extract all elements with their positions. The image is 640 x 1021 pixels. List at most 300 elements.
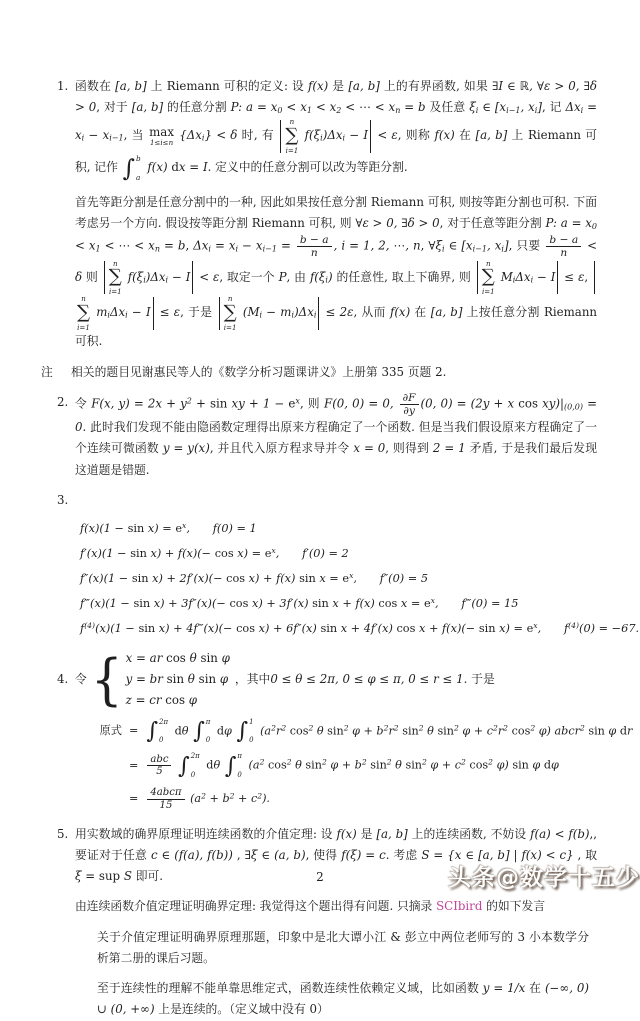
math-run: 2 (257, 791, 263, 801)
text-run: 则 (82, 269, 102, 284)
roman-text (327, 724, 344, 737)
math-run: i (442, 244, 445, 254)
math-run: S (120, 869, 132, 884)
roman-text (424, 597, 431, 610)
equals-sign (129, 723, 138, 740)
math-run: (0) = −67. (579, 622, 640, 636)
text-run: sin (130, 547, 147, 561)
math-run: φ + b (348, 724, 384, 737)
integral-symbol: ∫ (178, 752, 190, 779)
text-run: sin (305, 758, 322, 772)
math-run: x (533, 621, 538, 631)
text-run: 时, 有 (237, 128, 279, 143)
text-run: 的如下发言 (482, 899, 546, 914)
text-run: 在 (454, 128, 476, 143)
math-run: ∂y (403, 403, 415, 417)
fraction (147, 787, 184, 811)
note-block (41, 362, 597, 383)
integral-limits (158, 718, 168, 745)
math-run: f(ξ (300, 128, 321, 143)
math-run: θ (213, 758, 224, 772)
text-run: 关于介值定理证明确界原理那题，印象中是北大谭小江 & 彭立中两位老师写的 3 小本数学分析第二册的课后习题。 (97, 929, 589, 965)
item-body (75, 76, 597, 183)
align-rhs (145, 718, 632, 745)
equation-list (80, 520, 640, 638)
text-run: 令 (75, 672, 87, 687)
math-run: n (227, 294, 233, 304)
math-run: (M (238, 305, 260, 320)
text-run: sin (131, 572, 149, 586)
item-block (57, 76, 597, 183)
math-run: 2 (393, 723, 399, 733)
integral-symbol: ∫ (122, 153, 135, 182)
text-run: e (342, 572, 350, 586)
math-run: , (186, 522, 190, 536)
text-run: , 则 (299, 396, 325, 411)
text-run: , 从而 (353, 305, 390, 320)
math-run: = b (400, 100, 426, 115)
abs-bar (557, 261, 558, 294)
math-run: f(x) (143, 160, 172, 175)
roman-text (236, 622, 255, 635)
math-run: − I (345, 128, 369, 143)
math-run: i−1 (506, 105, 521, 115)
math-run: n (113, 258, 118, 268)
integral-lower-limit (159, 737, 168, 744)
math-run: φ (217, 651, 230, 666)
text-run: 令 (75, 396, 92, 411)
roman-text (139, 622, 156, 635)
item-number (57, 392, 75, 413)
subscript (473, 245, 487, 254)
text-run: e (264, 547, 272, 561)
text-run: sin (478, 622, 496, 636)
math-run: 1 (249, 717, 254, 726)
math-run: a (135, 173, 141, 183)
equation-line (80, 595, 597, 613)
math-run: (4) (84, 621, 96, 631)
math-run: i (291, 311, 295, 321)
text-run: 5. (57, 826, 69, 841)
summation (109, 260, 122, 296)
text-run: 原式 (99, 723, 122, 737)
math-run: ∂F (402, 390, 416, 404)
math-run: F(0, 0) = 0, (324, 396, 398, 411)
abs-bar (477, 261, 478, 294)
math-run: 1 (306, 105, 312, 115)
cases-block (57, 648, 597, 712)
sum-symbol: ∑ (285, 125, 299, 147)
item-number (57, 490, 75, 511)
math-run: < δ (75, 238, 598, 284)
math-run: 15 (159, 800, 173, 812)
math-run: 2π (159, 717, 169, 726)
text-run: , 使得 (305, 847, 342, 862)
math-run: r (275, 724, 282, 737)
math-run: x = ar (125, 651, 167, 666)
math-run: f(ξ) = c (341, 847, 386, 862)
math-run: [a, b] (475, 128, 508, 143)
text-run: , 对于任意等距分割 (439, 215, 546, 230)
text-run: 矛盾, 于是我们最后发现这道题是错题. (75, 441, 597, 477)
integral-symbol: ∫ (146, 717, 159, 744)
text-run: , 取 (573, 847, 598, 862)
subscript (564, 402, 583, 411)
text-run: e (175, 522, 183, 536)
math-run: P (278, 269, 287, 284)
text-run: 的任意性, 取上下确界, 则 (332, 269, 475, 284)
item-block (57, 490, 597, 511)
text-run: sin (198, 672, 217, 687)
math-run: < ε (195, 269, 220, 284)
roman-text (479, 622, 496, 635)
align-rhs (145, 787, 270, 811)
math-run: x (295, 396, 300, 406)
math-run: i (325, 275, 328, 285)
math-run: x) + 2f′(x)(− (148, 572, 227, 586)
roman-text (370, 759, 387, 772)
fraction (297, 234, 332, 259)
integral-upper-limit (237, 753, 242, 760)
math-run: x) + 3f′(x) (248, 597, 313, 611)
fraction (546, 234, 581, 259)
roman-text (175, 724, 182, 737)
text-run: 在 (525, 981, 545, 996)
math-run: = 0 (75, 396, 598, 435)
cases-line (126, 650, 230, 668)
math-run: 2 (186, 396, 192, 406)
text-run: , 则称 (397, 128, 435, 143)
math-run: {Δx (174, 128, 202, 143)
quote-paragraph (97, 927, 589, 969)
fraction-denominator (147, 766, 171, 778)
fraction-denominator (297, 247, 332, 259)
subscript (263, 245, 277, 254)
math-run: f‴(x)(1 − (80, 597, 134, 611)
sum-lower-limit (224, 324, 237, 332)
align-row (88, 717, 633, 745)
math-run: 2 (201, 791, 206, 801)
math-run: b − a (299, 233, 329, 247)
text-run: cos (226, 572, 246, 586)
text-run: , 于是 (180, 305, 217, 320)
roman-text (588, 724, 605, 737)
equation-line (80, 545, 597, 563)
math-run: x) = (144, 522, 176, 536)
math-run: 0 ≤ θ ≤ 2π, 0 ≤ φ ≤ π, 0 ≤ r ≤ 1 (270, 672, 464, 687)
fraction-denominator (147, 800, 184, 812)
math-run: , (434, 597, 439, 611)
text-run: cos (229, 597, 249, 611)
sum-symbol: ∑ (223, 302, 237, 324)
text-run: d (216, 724, 225, 737)
math-run: )Δx (294, 305, 314, 320)
math-run: i (530, 275, 534, 285)
roman-text (268, 759, 287, 772)
text-run: , (232, 847, 245, 862)
math-run: 0 (205, 735, 211, 744)
text-run: 是 (328, 79, 349, 93)
math-run: Δx (193, 238, 209, 253)
limit-operator (149, 126, 174, 146)
summation (482, 260, 495, 296)
math-run: i (143, 275, 146, 285)
text-run: cos (214, 547, 234, 561)
text-run: ,, 要证对于任意 (75, 826, 597, 862)
text-run: cos (469, 758, 489, 772)
roman-text (620, 724, 627, 737)
math-run: ] (537, 100, 542, 115)
math-run: θ (291, 758, 306, 772)
math-run: φ) (493, 758, 513, 772)
math-run: [a, b] (376, 826, 408, 841)
math-run: = x (75, 100, 597, 143)
align-row (88, 752, 597, 779)
text-run: 至于连续性的理解不能单靠思维定式，函数连续性依赖定义域，比如函数 (97, 981, 483, 996)
roman-text (518, 396, 538, 410)
math-run: (a (256, 724, 272, 737)
math-run: f(x) (389, 305, 411, 320)
math-run: f‴(0) = 15 (457, 597, 519, 611)
equation-line (80, 570, 597, 588)
math-run: ) (327, 269, 333, 284)
math-run: i=1 (481, 286, 495, 296)
math-run: (−∞, 0) ∪ (0, +∞) (97, 981, 590, 1017)
math-run: 2 = 1 (432, 441, 466, 456)
roman-text (217, 724, 224, 737)
math-run: 2 (453, 723, 459, 733)
math-run: x + f(x) (328, 597, 379, 611)
note-label (41, 362, 71, 383)
math-run: (0,0) (564, 402, 584, 412)
math-run: n (486, 258, 491, 268)
align-lhs (88, 723, 122, 740)
text-run: max (149, 125, 174, 140)
math-run: f(0) = 1 (209, 522, 257, 536)
sum-symbol: ∑ (481, 266, 495, 288)
integral-lower-limit (191, 772, 200, 779)
math-run: S = {x ∈ [a, b] | f(x) < c} (421, 847, 574, 862)
roman-text (215, 547, 234, 560)
math-run: f′(0) = 2 (298, 547, 349, 561)
operator-limit (150, 139, 173, 146)
sum-symbol: ∑ (108, 266, 122, 288)
math-run: Δx (565, 100, 581, 115)
cases-lines (126, 650, 230, 709)
abs-bar (153, 297, 154, 330)
math-run: θ (185, 651, 201, 666)
math-run: , (537, 622, 542, 636)
roman-text (290, 724, 309, 737)
math-run: 2 (418, 723, 424, 733)
abs-bar (192, 261, 193, 294)
note-body (71, 362, 597, 383)
math-run: x) + f(x)(− (146, 547, 215, 561)
math-run: i (235, 244, 239, 254)
text-run: d (171, 160, 179, 175)
roman-text (167, 672, 184, 686)
math-run: 2 (579, 723, 585, 733)
integral-upper-limit (191, 753, 200, 760)
sum-lower-limit (482, 288, 495, 296)
math-run: r (388, 724, 394, 737)
integral-lower-limit (136, 174, 141, 181)
math-run: 0 (190, 770, 196, 779)
text-run: 3. (57, 492, 69, 507)
text-run: 及任意 (425, 100, 470, 115)
math-run: b (135, 154, 141, 164)
roman-text (229, 597, 248, 610)
roman-text (299, 572, 316, 585)
math-run: < x (311, 100, 337, 115)
fraction-numerator (147, 787, 184, 800)
text-run: , 取定一个 (219, 269, 279, 284)
text-run: 在 (410, 305, 431, 320)
math-run: , x (520, 100, 535, 115)
equation-line (80, 620, 640, 638)
text-run: cos (396, 622, 416, 636)
math-run: f(ξ (123, 269, 144, 284)
math-run: , (275, 547, 280, 561)
math-run: i (320, 134, 323, 144)
text-run: sin (327, 724, 344, 737)
math-run: [a, b] (348, 79, 380, 93)
math-run: i (580, 105, 584, 115)
math-run: − I (533, 269, 556, 284)
subscript (109, 134, 123, 143)
math-run: ∃I ∈ ℝ, ∀ε > 0, ∃δ > 0 (75, 79, 597, 115)
abs-bar (104, 261, 105, 294)
text-run: , (584, 269, 593, 284)
integral (123, 154, 141, 182)
math-run: 0 (277, 105, 283, 115)
text-run: 上的有界函数, 如果 (379, 79, 492, 93)
math-run: i (501, 244, 504, 254)
math-run: φ (550, 758, 559, 772)
math-run: = (276, 238, 295, 253)
cases-line (126, 671, 230, 689)
math-run: 2 (422, 758, 427, 768)
text-run: 上是连续的。（定义域中没有 0） (154, 1002, 329, 1017)
math-run: n (81, 294, 86, 304)
math-run: φ + c (458, 724, 493, 737)
math-run: i (208, 244, 211, 254)
text-run: 由连续函数介值定理证明确界定理: 我觉得这个题出得有问题. 只摘录 (75, 899, 437, 914)
text-run: . 考虑 (385, 847, 422, 862)
cases-post (235, 669, 495, 690)
roman-text (226, 572, 245, 585)
text-run: 函数在 (75, 79, 116, 93)
math-run: i (165, 275, 169, 285)
text-run: e (423, 597, 431, 611)
math-run: r (627, 724, 633, 737)
text-run: sin (299, 572, 316, 586)
math-run: 0 (591, 221, 598, 231)
superscript (394, 723, 399, 732)
abs-bar (594, 261, 595, 294)
math-run: i (313, 311, 317, 321)
math-run: m (92, 305, 108, 320)
math-run: i (125, 311, 128, 321)
math-run: (a (186, 792, 202, 806)
math-run: [a, b] (131, 100, 164, 115)
math-run: 2 (229, 791, 235, 801)
roman-text (171, 161, 179, 175)
item-number (57, 669, 75, 690)
math-run: 5 (156, 766, 163, 778)
math-run: xy)| (538, 396, 565, 411)
math-run: y = br (125, 672, 167, 687)
text-run: sin (402, 724, 419, 737)
math-run: Δx (515, 269, 531, 284)
roman-text (165, 693, 185, 707)
math-run: x (271, 546, 276, 556)
text-run: d (174, 724, 182, 737)
math-run: Δx (109, 305, 126, 320)
math-run: ∀ξ (428, 238, 443, 253)
text-run: sup (98, 869, 121, 884)
text-run: , (420, 238, 429, 253)
text-run: SCIbird (436, 899, 483, 914)
text-run: , 由 (286, 269, 310, 284)
math-run: (0, 0) = (2y + x (420, 396, 519, 411)
math-run: ∈ [x (478, 100, 507, 115)
math-run: y = 1/x (482, 981, 526, 996)
scibird-link[interactable] (436, 899, 482, 913)
math-run: i (342, 134, 346, 144)
text-run: 即可. (131, 869, 164, 884)
math-run: i=1 (285, 145, 299, 155)
math-run: f″(0) = 5 (376, 572, 429, 586)
math-run: θ (181, 724, 193, 737)
math-run: φ) abcr (535, 724, 580, 737)
integral-limits (236, 752, 242, 779)
item-block (57, 392, 597, 481)
math-run: n (154, 244, 161, 254)
math-run: − I (168, 269, 191, 284)
math-run: x) + 6f″(x) (255, 622, 321, 636)
text-run: e (288, 396, 296, 411)
math-run: 2 (336, 105, 342, 115)
integral-symbol: ∫ (193, 717, 205, 744)
superscript (84, 622, 95, 631)
integral-upper-limit (206, 719, 211, 726)
text-run: sin (209, 396, 228, 411)
math-run: f(x) (308, 79, 329, 93)
roman-text (175, 522, 182, 535)
cases-intro (75, 669, 87, 690)
integral-limits (205, 718, 211, 745)
math-run: x) = (233, 547, 265, 561)
math-run: 1≤i≤n (149, 137, 174, 147)
text-run: 首先等距分割是任意分割中的一种, 因此如果按任意分割 Riemann 可积, 则按等距分割也可积. 下面考虑另一个方向. 假设按等距分割 Riemann 可积, 则 (75, 194, 597, 230)
roman-text (512, 724, 531, 737)
roman-text (166, 651, 186, 665)
math-run: φ (185, 692, 198, 707)
roman-text (133, 597, 150, 610)
integral-symbol: ∫ (224, 752, 237, 779)
superscript (568, 622, 579, 631)
math-run: = b (160, 238, 186, 253)
math-run: x = 0 (353, 441, 386, 456)
text-run: sin (138, 622, 156, 636)
math-run: x (182, 521, 187, 531)
math-run: f(x)(1 − (80, 522, 128, 536)
math-run: 2 (281, 723, 287, 733)
equals-sign (129, 758, 138, 775)
text-run: sin (370, 758, 387, 772)
math-run: 2 (286, 758, 292, 768)
